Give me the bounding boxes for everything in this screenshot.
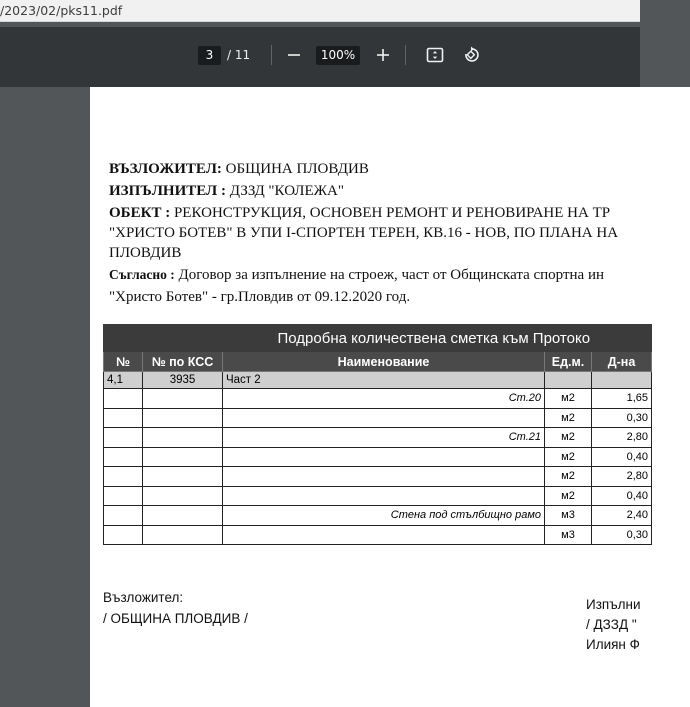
minus-icon xyxy=(287,48,301,62)
signature-left-name: / ОБЩИНА ПЛОВДИВ / xyxy=(103,611,248,626)
row-length: 1,65 xyxy=(592,389,652,409)
row-name xyxy=(223,408,545,428)
rotate-button[interactable] xyxy=(459,43,483,67)
row-name xyxy=(223,486,545,506)
signature-right-name: / ДЗЗД " xyxy=(586,617,637,632)
page-total: / 11 xyxy=(227,48,251,62)
section-name: Част 2 xyxy=(223,372,545,389)
assignor-line xyxy=(109,161,369,178)
agreement-text-1: Договор за изпълнение на строеж, част от Общинската спортна ин xyxy=(174,267,605,283)
object-line xyxy=(109,205,610,222)
row-length: 2,40 xyxy=(592,506,652,526)
rotate-icon xyxy=(462,46,480,64)
table-row xyxy=(104,408,652,428)
header-unit: Ед.м. xyxy=(545,352,592,372)
row-name: Ст.20 xyxy=(223,389,545,409)
row-length: 2,80 xyxy=(592,428,652,448)
row-unit: м3 xyxy=(545,525,592,545)
contractor-line xyxy=(109,183,344,200)
quantity-table xyxy=(103,324,652,545)
zoom-input[interactable]: 100% xyxy=(316,46,360,65)
row-unit: м2 xyxy=(545,389,592,409)
row-unit: м2 xyxy=(545,447,592,467)
object-label: ОБЕКТ : xyxy=(109,205,171,221)
agreement-label: Съгласно : xyxy=(109,267,175,282)
contractor-value: ДЗЗД "КОЛЕЖА" xyxy=(225,183,345,199)
pdf-page xyxy=(90,87,690,707)
table-title-row xyxy=(104,325,652,352)
object-text-3: ПЛОВДИВ xyxy=(109,245,182,261)
zoom-in-button[interactable] xyxy=(371,43,395,67)
row-length: 0,40 xyxy=(592,486,652,506)
object-text-2: "ХРИСТО БОТЕВ" В УПИ I-СПОРТЕН ТЕРЕН, КВ.16 - НОВ, ПО ПЛАНА НА xyxy=(109,225,619,241)
table-row xyxy=(104,389,652,409)
header-length: Д-на xyxy=(592,352,652,372)
object-text-1: РЕКОНСТРУКЦИЯ, ОСНОВЕН РЕМОНТ И РЕНОВИРАНЕ НА ТР xyxy=(170,205,611,221)
agreement-text-2: "Христо Ботев" - гр.Пловдив от 09.12.2020 год. xyxy=(109,289,411,305)
document-viewer[interactable] xyxy=(0,87,648,679)
assignor-label: ВЪЗЛОЖИТЕЛ: xyxy=(109,161,222,177)
table-row xyxy=(104,525,652,545)
table-header-row xyxy=(104,352,652,372)
section-kss: 3935 xyxy=(143,372,223,389)
header-kss: № по КСС xyxy=(143,352,223,372)
table-row xyxy=(104,447,652,467)
row-name: Стена под стълбищно рамо xyxy=(223,506,545,526)
header-num: № xyxy=(104,352,143,372)
fit-page-icon xyxy=(426,46,444,64)
row-name xyxy=(223,525,545,545)
section-row xyxy=(104,372,652,389)
table-row xyxy=(104,486,652,506)
pdf-toolbar xyxy=(0,27,640,87)
row-unit: м3 xyxy=(545,506,592,526)
table-row xyxy=(104,428,652,448)
signature-right-label: Изпълни xyxy=(586,597,641,612)
address-bar[interactable] xyxy=(0,0,640,22)
row-length: 2,80 xyxy=(592,467,652,487)
row-length: 0,40 xyxy=(592,447,652,467)
zoom-out-button[interactable] xyxy=(282,43,306,67)
section-num: 4,1 xyxy=(104,372,143,389)
header-name: Наименование xyxy=(223,352,545,372)
signature-right-person: Илиян Ф xyxy=(586,637,640,652)
row-unit: м2 xyxy=(545,486,592,506)
table-row xyxy=(104,467,652,487)
row-length: 0,30 xyxy=(592,525,652,545)
row-name: Ст.21 xyxy=(223,428,545,448)
fit-page-button[interactable] xyxy=(423,43,447,67)
table-row xyxy=(104,506,652,526)
row-name xyxy=(223,467,545,487)
agreement-line xyxy=(109,267,604,284)
row-unit: м2 xyxy=(545,467,592,487)
toolbar-divider xyxy=(271,45,272,65)
row-name xyxy=(223,447,545,467)
assignor-value: ОБЩИНА ПЛОВДИВ xyxy=(221,161,369,177)
url-text[interactable]: /2023/02/pks11.pdf xyxy=(0,3,123,18)
toolbar-divider xyxy=(405,45,406,65)
row-unit: м2 xyxy=(545,428,592,448)
plus-icon xyxy=(376,48,390,62)
row-length: 0,30 xyxy=(592,408,652,428)
page-number-input[interactable]: 3 xyxy=(198,46,221,65)
contractor-label: ИЗПЪЛНИТЕЛ : xyxy=(109,183,226,199)
row-unit: м2 xyxy=(545,408,592,428)
signature-left-label: Възложител: xyxy=(103,590,184,605)
table-title: Подробна количествена сметка към Протоко xyxy=(223,325,652,352)
